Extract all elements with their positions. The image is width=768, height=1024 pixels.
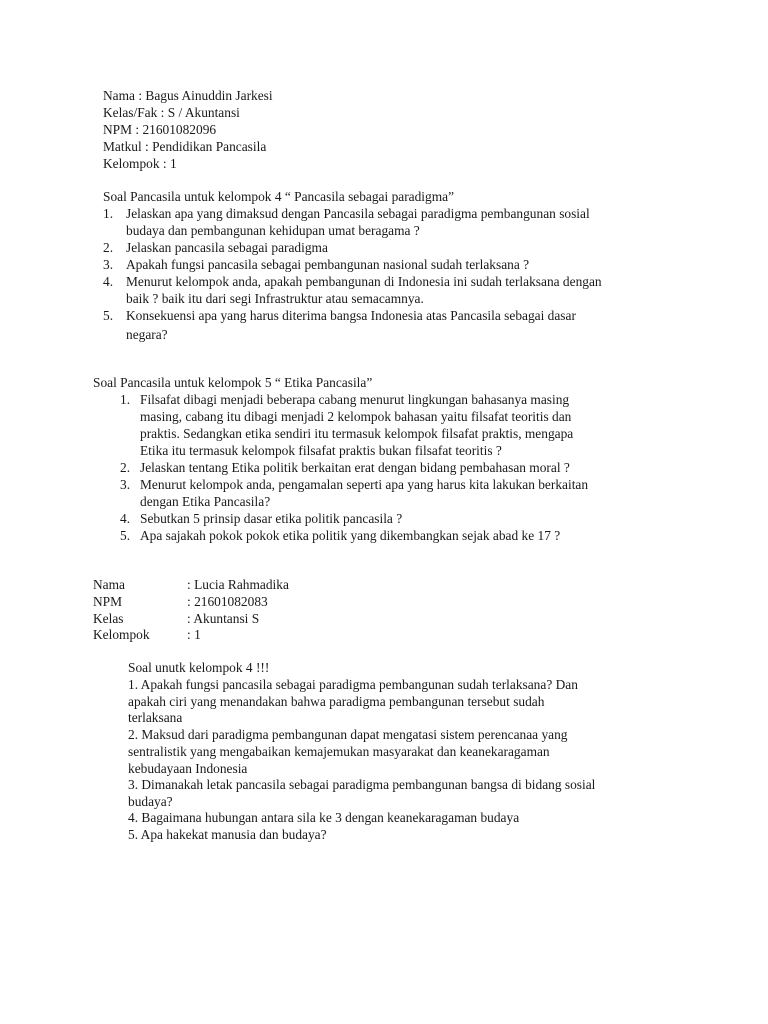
header2-label-kelas: Kelas [93, 611, 124, 626]
section4-item-2-line-1: Jelaskan pancasila sebagai paradigma [126, 240, 328, 255]
section4-item-4-line-1: Menurut kelompok anda, apakah pembangunan di Indonesia ini sudah terlaksana dengan [126, 274, 602, 289]
section4-title: Soal Pancasila untuk kelompok 4 “ Pancasila sebagai paradigma” [103, 189, 455, 204]
section4-item-2-number: 2. [103, 240, 114, 255]
header2-value-npm: : 21601082083 [187, 594, 268, 609]
section-k4-line-7: 3. Dimanakah letak pancasila sebagai paradigma pembangunan bangsa di bidang sosial [128, 777, 596, 792]
section4-item-5-number: 5. [103, 308, 114, 323]
header2-label-npm: NPM [93, 594, 123, 609]
section-k4-line-3: terlaksana [128, 710, 183, 725]
section-k4-line-9: 4. Bagaimana hubungan antara sila ke 3 dengan keanekaragaman budaya [128, 810, 520, 825]
section5-item-5-number: 5. [120, 528, 131, 543]
section-k4-line-2: apakah ciri yang menandakan bahwa paradigma pembangunan tersebut sudah [128, 694, 545, 709]
section-k4-line-1: 1. Apakah fungsi pancasila sebagai paradigma pembangunan sudah terlaksana? Dan [128, 677, 578, 692]
section-k4-line-10: 5. Apa hakekat manusia dan budaya? [128, 827, 327, 842]
section4-item-1-line-1: Jelaskan apa yang dimaksud dengan Pancasila sebagai paradigma pembangunan sosial [126, 206, 590, 221]
section-k4-line-5: sentralistik yang mengabaikan kemajemukan masyarakat dan keanekaragaman [128, 744, 550, 759]
section5-item-3-number: 3. [120, 477, 131, 492]
header2-value-nama: : Lucia Rahmadika [187, 577, 289, 592]
section5-title: Soal Pancasila untuk kelompok 5 “ Etika Pancasila” [93, 375, 373, 390]
header1-nama: Nama : Bagus Ainuddin Jarkesi [103, 88, 273, 103]
section5-item-1-number: 1. [120, 392, 131, 407]
header2-label-kelompok: Kelompok [93, 627, 150, 642]
header1-kelas: Kelas/Fak : S / Akuntansi [103, 105, 240, 120]
section5-item-5-line-1: Apa sajakah pokok pokok etika politik yang dikembangkan sejak abad ke 17 ? [140, 528, 561, 543]
section-k4-line-4: 2. Maksud dari paradigma pembangunan dapat mengatasi sistem perencanaa yang [128, 727, 568, 742]
section4-item-5-line-1: Konsekuensi apa yang harus diterima bangsa Indonesia atas Pancasila sebagai dasar [126, 308, 576, 323]
header1-npm: NPM : 21601082096 [103, 122, 217, 137]
header2-value-kelompok: : 1 [187, 627, 201, 642]
section4-item-1-number: 1. [103, 206, 114, 221]
section4-item-4-line-2: baik ? baik itu dari segi Infrastruktur atau semacamnya. [126, 291, 424, 306]
header1-kelompok: Kelompok : 1 [103, 156, 177, 171]
section5-item-3-line-1: Menurut kelompok anda, pengamalan seperti apa yang harus kita lakukan berkaitan [140, 477, 589, 492]
section-k4-line-6: kebudayaan Indonesia [128, 761, 248, 776]
section5-item-4-number: 4. [120, 511, 131, 526]
section5-item-2-line-1: Jelaskan tentang Etika politik berkaitan erat dengan bidang pembahasan moral ? [140, 460, 570, 475]
section5-item-3-line-2: dengan Etika Pancasila? [140, 494, 271, 509]
section4-item-5-line-2: negara? [126, 327, 168, 342]
section4-item-3-line-1: Apakah fungsi pancasila sebagai pembangunan nasional sudah terlaksana ? [126, 257, 530, 272]
section5-item-2-number: 2. [120, 460, 131, 475]
section4-item-1-line-2: budaya dan pembangunan kehidupan umat beragama ? [126, 223, 420, 238]
section5-item-1-line-1: Filsafat dibagi menjadi beberapa cabang menurut lingkungan bahasanya masing [140, 392, 570, 407]
header2-value-kelas: : Akuntansi S [187, 611, 260, 626]
section-k4-title: Soal unutk kelompok 4 !!! [128, 660, 270, 675]
section5-item-1-line-3: praktis. Sedangkan etika sendiri itu termasuk kelompok filsafat praktis, mengapa [140, 426, 574, 441]
header1-matkul: Matkul : Pendidikan Pancasila [103, 139, 267, 154]
section4-item-4-number: 4. [103, 274, 114, 289]
section5-item-1-line-4: Etika itu termasuk kelompok filsafat praktis bukan filsafat teoritis ? [140, 443, 502, 458]
section4-item-3-number: 3. [103, 257, 114, 272]
section-k4-line-8: budaya? [128, 794, 173, 809]
header2-label-nama: Nama [93, 577, 125, 592]
section5-item-1-line-2: masing, cabang itu dibagi menjadi 2 kelompok bahasan yaitu filsafat teoritis dan [140, 409, 572, 424]
section5-item-4-line-1: Sebutkan 5 prinsip dasar etika politik pancasila ? [140, 511, 403, 526]
